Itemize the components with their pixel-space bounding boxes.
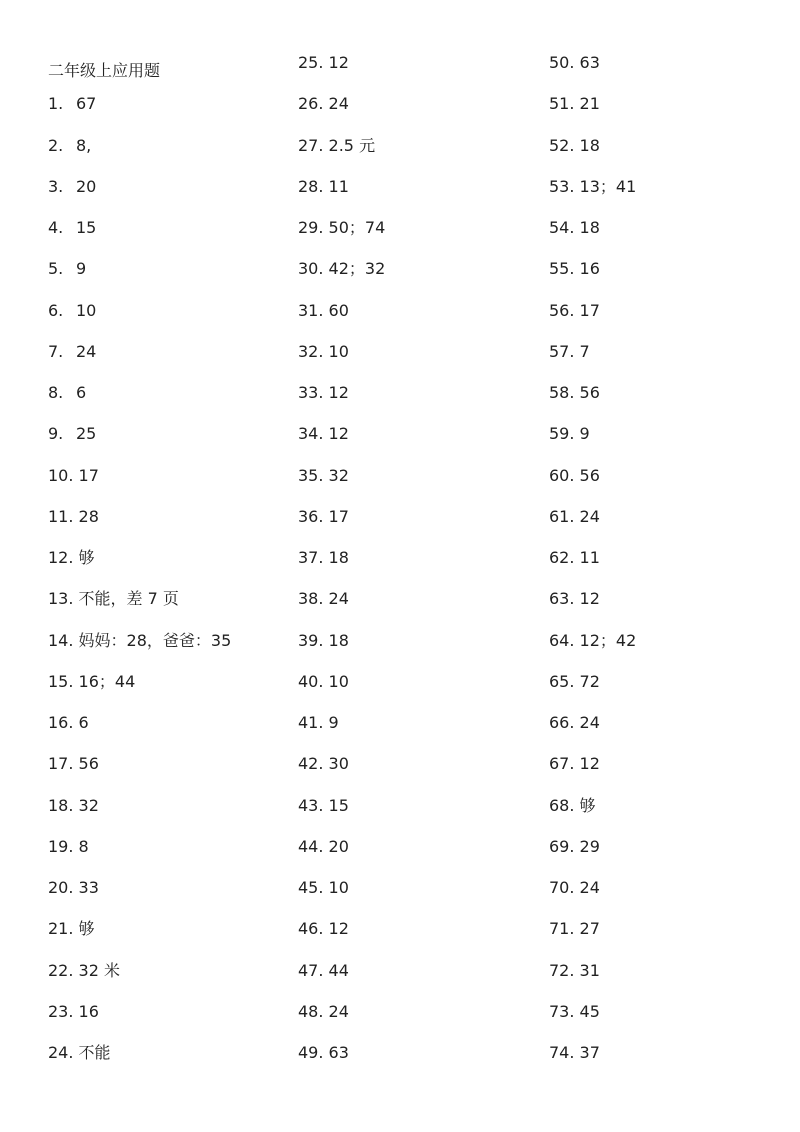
answer-text: 25 bbox=[76, 424, 97, 444]
answer-text: 21 bbox=[574, 94, 600, 114]
question-number: 2. bbox=[48, 135, 64, 155]
question-number: 1. bbox=[48, 94, 64, 114]
answer-item bbox=[298, 1043, 349, 1063]
answer-item bbox=[549, 878, 600, 898]
question-number: 51. bbox=[549, 94, 575, 114]
answer-text: 29 bbox=[574, 836, 600, 856]
answer-item bbox=[48, 177, 96, 197]
question-number: 7. bbox=[48, 341, 64, 361]
answer-text: 12 bbox=[323, 383, 349, 402]
question-number: 60. bbox=[549, 465, 575, 485]
answer-item bbox=[298, 878, 349, 898]
answer-item bbox=[549, 919, 600, 939]
answer-item bbox=[549, 94, 600, 114]
answer-item bbox=[48, 1002, 99, 1022]
answer-text: 10 bbox=[323, 671, 349, 691]
answer-text: 6 bbox=[73, 713, 89, 732]
answer-item bbox=[549, 424, 590, 444]
answer-item bbox=[48, 878, 99, 898]
answer-text: 18 bbox=[323, 630, 349, 650]
answer-item bbox=[549, 713, 600, 733]
question-number: 70. bbox=[549, 878, 575, 897]
answer-text: 18 bbox=[574, 218, 600, 237]
question-number: 53. bbox=[549, 176, 575, 196]
answer-item bbox=[48, 631, 231, 651]
answer-item bbox=[48, 672, 135, 692]
question-number: 52. bbox=[549, 135, 575, 155]
question-number: 26. bbox=[298, 94, 324, 114]
answer-text: 15 bbox=[76, 218, 97, 237]
answer-text: 56 bbox=[574, 383, 600, 402]
question-number: 25. bbox=[298, 53, 324, 72]
question-number: 30. bbox=[298, 259, 324, 279]
answer-item bbox=[549, 589, 600, 609]
answer-item bbox=[298, 672, 349, 692]
question-number: 8. bbox=[48, 383, 64, 402]
question-number: 71. bbox=[549, 919, 575, 939]
answer-item bbox=[298, 837, 349, 857]
question-number: 69. bbox=[549, 836, 575, 856]
answer-item bbox=[298, 507, 349, 527]
question-number: 40. bbox=[298, 671, 324, 691]
answer-text: 32 bbox=[73, 795, 99, 815]
answer-item bbox=[298, 342, 349, 362]
answer-text: 12 bbox=[323, 53, 349, 72]
question-number: 72. bbox=[549, 960, 575, 980]
answer-item bbox=[48, 837, 89, 857]
answer-item bbox=[549, 837, 600, 857]
answer-text: 12 bbox=[323, 919, 349, 939]
answer-item bbox=[298, 301, 349, 321]
question-number: 33. bbox=[298, 383, 324, 402]
question-number: 32. bbox=[298, 341, 324, 361]
answer-item bbox=[298, 919, 349, 939]
answer-item bbox=[298, 94, 349, 114]
answer-text: 24 bbox=[323, 94, 349, 114]
question-number: 56. bbox=[549, 300, 575, 320]
answer-item bbox=[549, 796, 596, 816]
answer-text: 67 bbox=[76, 94, 97, 114]
answer-item bbox=[298, 53, 349, 73]
answer-text: 60 bbox=[323, 300, 349, 320]
question-number: 13. bbox=[48, 589, 74, 609]
answer-text: 12 bbox=[574, 589, 600, 609]
answer-text: 30 bbox=[323, 754, 349, 774]
answer-item bbox=[298, 961, 349, 981]
answer-item bbox=[549, 53, 600, 73]
answer-item bbox=[549, 136, 600, 156]
answer-text: 6 bbox=[76, 383, 87, 402]
question-number: 49. bbox=[298, 1043, 324, 1062]
question-number: 39. bbox=[298, 630, 324, 650]
question-number: 46. bbox=[298, 919, 324, 939]
answer-item bbox=[549, 383, 600, 403]
answer-text: 9 bbox=[323, 713, 339, 732]
question-number: 14. bbox=[48, 630, 74, 650]
question-number: 50. bbox=[549, 53, 575, 72]
answer-text: 8 bbox=[73, 836, 89, 856]
answer-item bbox=[298, 218, 385, 238]
answer-item bbox=[48, 424, 96, 444]
answer-text: 10 bbox=[323, 341, 349, 361]
question-number: 45. bbox=[298, 878, 324, 897]
answer-text: 42；32 bbox=[323, 259, 386, 279]
question-number: 29. bbox=[298, 218, 324, 237]
answer-item bbox=[298, 259, 385, 279]
answer-item bbox=[549, 961, 600, 981]
answer-text: 33 bbox=[73, 878, 99, 897]
answer-text: 56 bbox=[574, 465, 600, 485]
answer-item bbox=[48, 94, 96, 114]
question-number: 19. bbox=[48, 836, 74, 856]
answer-text: 12 bbox=[574, 754, 600, 774]
answer-text: 不能，差 7 页 bbox=[73, 589, 179, 609]
answer-text: 12；42 bbox=[574, 630, 637, 650]
answer-text: 18 bbox=[574, 135, 600, 155]
question-number: 23. bbox=[48, 1001, 74, 1021]
question-number: 61. bbox=[549, 506, 575, 526]
question-number: 62. bbox=[549, 548, 575, 567]
answer-text: 12 bbox=[323, 424, 349, 444]
answer-item bbox=[48, 548, 95, 568]
answer-item bbox=[48, 1043, 111, 1063]
answer-item bbox=[48, 466, 99, 486]
question-number: 57. bbox=[549, 341, 575, 361]
question-number: 11. bbox=[48, 506, 74, 526]
answer-text: 20 bbox=[323, 836, 349, 856]
answer-item bbox=[48, 589, 179, 609]
answer-text: 63 bbox=[574, 53, 600, 72]
answer-text: 17 bbox=[323, 506, 349, 526]
question-number: 36. bbox=[298, 506, 324, 526]
question-number: 20. bbox=[48, 878, 74, 897]
question-number: 55. bbox=[549, 259, 575, 279]
answer-item bbox=[549, 342, 590, 362]
question-number: 18. bbox=[48, 795, 74, 815]
answer-item bbox=[549, 631, 636, 651]
answer-item bbox=[48, 713, 89, 733]
answer-item bbox=[298, 631, 349, 651]
question-number: 27. bbox=[298, 135, 324, 155]
answer-text: 20 bbox=[76, 176, 97, 196]
answer-text: 24 bbox=[574, 878, 600, 897]
answer-text: 63 bbox=[323, 1043, 349, 1062]
answer-text: 7 bbox=[574, 341, 590, 361]
answer-item bbox=[298, 136, 375, 156]
question-number: 16. bbox=[48, 713, 74, 732]
answer-text: 32 bbox=[323, 465, 349, 485]
answer-text: 24 bbox=[323, 1001, 349, 1021]
question-number: 28. bbox=[298, 176, 324, 196]
question-number: 65. bbox=[549, 671, 575, 691]
question-number: 3. bbox=[48, 176, 64, 196]
answer-item bbox=[48, 218, 96, 238]
question-number: 37. bbox=[298, 548, 324, 567]
answer-text: 2.5 元 bbox=[323, 135, 376, 155]
answer-item bbox=[549, 754, 600, 774]
answer-text: 16 bbox=[574, 259, 600, 279]
question-number: 12. bbox=[48, 548, 74, 567]
answer-item bbox=[549, 301, 600, 321]
answer-item bbox=[549, 507, 600, 527]
answer-item bbox=[549, 1002, 600, 1022]
answer-item bbox=[298, 713, 339, 733]
question-number: 66. bbox=[549, 713, 575, 732]
question-number: 34. bbox=[298, 424, 324, 444]
question-number: 38. bbox=[298, 589, 324, 609]
question-number: 5. bbox=[48, 259, 64, 279]
question-number: 6. bbox=[48, 300, 64, 320]
question-number: 59. bbox=[549, 424, 575, 444]
answer-text: 24 bbox=[76, 341, 97, 361]
answer-text: 11 bbox=[574, 548, 600, 567]
question-number: 42. bbox=[298, 754, 324, 774]
answer-item bbox=[298, 589, 349, 609]
answer-text: 17 bbox=[574, 300, 600, 320]
answer-text: 24 bbox=[574, 506, 600, 526]
answer-text: 50；74 bbox=[323, 218, 386, 237]
question-number: 54. bbox=[549, 218, 575, 237]
answer-item bbox=[48, 796, 99, 816]
answer-item bbox=[298, 466, 349, 486]
question-number: 43. bbox=[298, 795, 324, 815]
answer-item bbox=[298, 796, 349, 816]
question-number: 31. bbox=[298, 300, 324, 320]
question-number: 10. bbox=[48, 465, 74, 485]
answer-item bbox=[549, 1043, 600, 1063]
answer-item bbox=[48, 259, 86, 279]
answer-text: 45 bbox=[574, 1001, 600, 1021]
question-number: 15. bbox=[48, 671, 74, 691]
answer-text: 28 bbox=[73, 506, 99, 526]
answer-item bbox=[549, 466, 600, 486]
page-title: 二年级上应用题 bbox=[48, 61, 161, 80]
question-number: 24. bbox=[48, 1043, 74, 1062]
answer-item bbox=[549, 548, 600, 568]
answer-item bbox=[549, 218, 600, 238]
answer-text: 44 bbox=[323, 960, 349, 980]
answer-text: 72 bbox=[574, 671, 600, 691]
question-number: 67. bbox=[549, 754, 575, 774]
answer-item bbox=[48, 507, 99, 527]
question-number: 35. bbox=[298, 465, 324, 485]
answer-text: 15 bbox=[323, 795, 349, 815]
answer-item bbox=[298, 548, 349, 568]
answer-item bbox=[298, 1002, 349, 1022]
answer-text: 10 bbox=[323, 878, 349, 897]
answer-item bbox=[48, 754, 99, 774]
answer-item bbox=[48, 919, 95, 939]
answer-text: 17 bbox=[73, 465, 99, 485]
question-number: 63. bbox=[549, 589, 575, 609]
answer-text: 9 bbox=[76, 259, 87, 279]
answer-item bbox=[298, 177, 349, 197]
answer-item bbox=[48, 383, 86, 403]
question-number: 47. bbox=[298, 960, 324, 980]
answer-item bbox=[48, 136, 91, 156]
question-number: 68. bbox=[549, 795, 575, 815]
question-number: 58. bbox=[549, 383, 575, 402]
answer-text: 妈妈：28，爸爸：35 bbox=[73, 630, 232, 650]
answer-text: 27 bbox=[574, 919, 600, 939]
answer-text: 不能 bbox=[73, 1043, 111, 1062]
answer-item bbox=[549, 259, 600, 279]
answer-text: 够 bbox=[73, 548, 95, 567]
answer-text: 16；44 bbox=[73, 671, 136, 691]
answer-text: 18 bbox=[323, 548, 349, 567]
answer-text: 8, bbox=[76, 135, 92, 155]
question-number: 4. bbox=[48, 218, 64, 237]
question-number: 73. bbox=[549, 1001, 575, 1021]
question-number: 44. bbox=[298, 836, 324, 856]
answer-text: 9 bbox=[574, 424, 590, 444]
answer-item bbox=[298, 424, 349, 444]
answer-item bbox=[298, 754, 349, 774]
answer-text: 37 bbox=[574, 1043, 600, 1062]
answer-text: 够 bbox=[574, 795, 596, 815]
answer-item bbox=[48, 961, 120, 981]
answer-text: 32 米 bbox=[73, 960, 120, 980]
answer-item bbox=[298, 383, 349, 403]
question-number: 64. bbox=[549, 630, 575, 650]
answer-text: 24 bbox=[574, 713, 600, 732]
answer-text: 13；41 bbox=[574, 176, 637, 196]
answer-text: 16 bbox=[73, 1001, 99, 1021]
question-number: 9. bbox=[48, 424, 64, 444]
question-number: 41. bbox=[298, 713, 324, 732]
answer-item bbox=[549, 672, 600, 692]
question-number: 22. bbox=[48, 960, 74, 980]
answer-text: 24 bbox=[323, 589, 349, 609]
question-number: 17. bbox=[48, 754, 74, 774]
answer-text: 11 bbox=[323, 176, 349, 196]
question-number: 48. bbox=[298, 1001, 324, 1021]
answer-text: 56 bbox=[73, 754, 99, 774]
answer-text: 10 bbox=[76, 300, 97, 320]
answer-text: 够 bbox=[73, 919, 95, 939]
answer-text: 31 bbox=[574, 960, 600, 980]
answer-item bbox=[549, 177, 636, 197]
question-number: 74. bbox=[549, 1043, 575, 1062]
answer-item bbox=[48, 301, 96, 321]
answer-item bbox=[48, 342, 96, 362]
question-number: 21. bbox=[48, 919, 74, 939]
